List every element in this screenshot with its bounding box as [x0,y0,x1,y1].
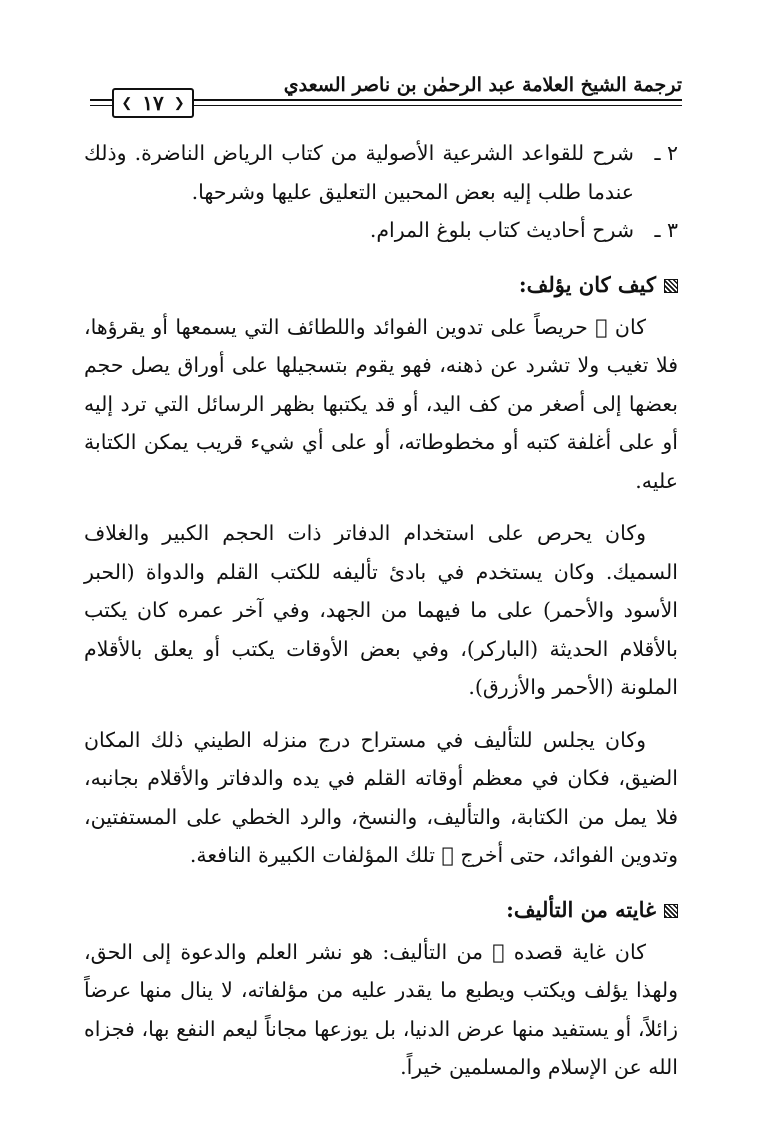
paragraph: كان ﷫ حريصاً على تدوين الفوائد واللطائف التي يسمعها أو يقرؤها، فلا تغيب ولا تشرد عن ذهنه، فهو يقوم بتسجيلها على أوراق يصل حجم بعضها إلى أصغر من كف اليد، أو قد يكتبها بظهر الرسائل التي ترد إليه أو على أغلفة كتبه أو مخطوطاته، أو على أي شيء قريب يمكن الكتابة عليه. [84,314,678,493]
paragraph: وكان يجلس للتأليف في مستراح درج منزله الطيني ذلك المكان الضيق، فكان في معظم أوقاته القلم في يده والدفاتر والأقلام بجانبه، فلا يمل من الكتابة، والتأليف، والنسخ، والرد الخطي على المستفتين، وتدوين الفوائد، حتى أخرج ﷫ تلك المؤلفات الكبيرة النافعة. [84,727,678,867]
list-text: شرح للقواعد الشرعية الأصولية من كتاب الرياض الناضرة. وذلك عندما طلب إليه بعض المحبين التعليق عليها وشرحها. [84,141,634,204]
ornament-square-icon [664,904,678,918]
spacer [84,500,678,514]
ornament-square-icon [664,279,678,293]
list-number: ٢ ـ [654,141,678,165]
section-heading-text: كيف كان يؤلف: [518,272,656,298]
paragraph: وكان يحرص على استخدام الدفاتر ذات الحجم الكبير والغلاف السميك. وكان يستخدم في بادئ تأليفه للكتب القلم والدواة (الحبر الأسود والأحمر) على ما فيهما من الجهد، وفي آخر عمره كان يكتب بالأقلام الحديثة (الباركر)، وفي بعض الأوقات يكتب أو يعلق بالأقلام الملونة (الأحمر والأزرق). [84,521,678,699]
section-heading-purpose [84,889,678,933]
spacer [84,250,678,264]
running-header-title: ترجمة الشيخ العلامة عبد الرحمٰن بن ناصر السعدي [283,74,682,96]
section-heading-text: غايته من التأليف: [506,897,656,923]
page-number-frame [112,88,194,118]
list-number: ٣ ـ [654,218,678,242]
ornament-right-icon: ❯ [173,95,185,111]
list-item [84,211,678,250]
section-heading-how-he-authored [84,264,678,308]
spacer [84,875,678,889]
list-text: شرح أحاديث كتاب بلوغ المرام. [369,218,634,242]
page-number: ١٧ [142,91,164,115]
ornament-left-icon: ❮ [121,95,133,111]
paragraph: كان غاية قصده ﷫ من التأليف: هو نشر العلم والدعوة إلى الحق، ولهذا يؤلف ويكتب ويطبع ما يقدر عليه من مؤلفاته، لا ينال منها عرضاً زائلاً، أو يستفيد منها عرض الدنيا، بل يوزعها مجاناً ليعم النفع بها، فجزاه الله عن الإسلام والمسلمين خيراً. [84,939,678,1079]
spacer [84,707,678,721]
list-item [84,134,678,211]
page-body [84,134,678,1087]
